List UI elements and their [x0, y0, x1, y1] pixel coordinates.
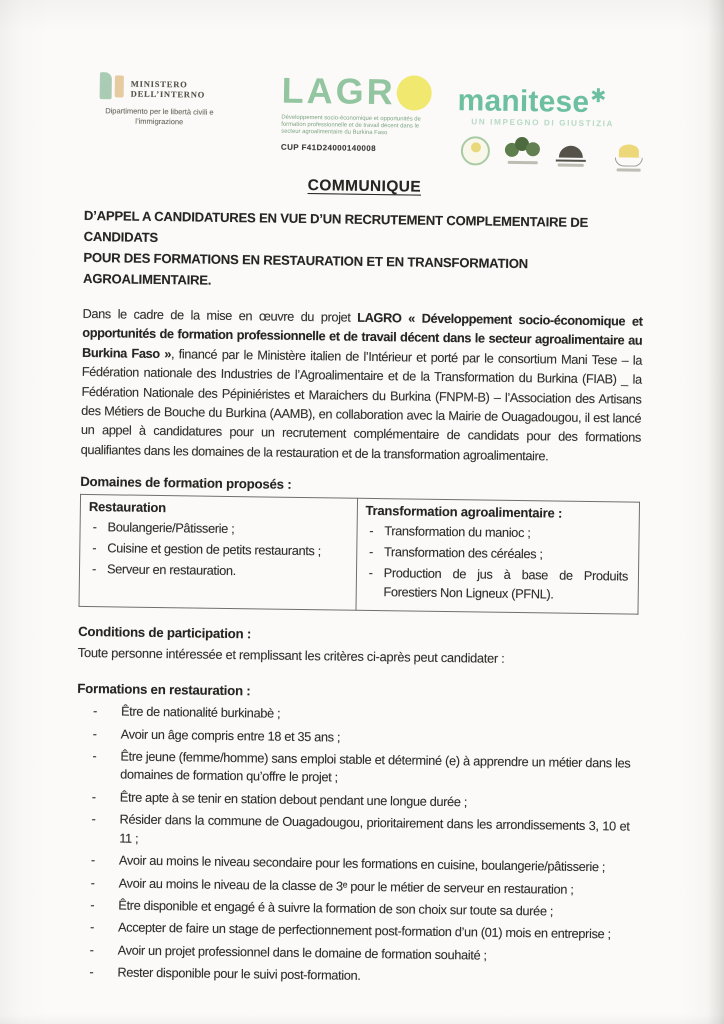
dash-bullet: - [369, 523, 374, 539]
criteria-item-text: Être jeune (femme/homme) sans emploi stable et déterminé (e) à apprendre un métier dans les domaines de formation qu’offre le projet ; [120, 748, 631, 785]
list-item [88, 538, 348, 561]
ministero-interno-logo [99, 72, 232, 127]
criteria-item-text: Résider dans la commune de Ouagadougou, prioritairement dans les arrondissements 3, 10 et 11 ; [119, 811, 630, 846]
conditions-intro: Toute personne intéressée et remplissant les critères ci-après peut candidater : [77, 645, 505, 667]
criteria-item [88, 918, 634, 944]
restauration-column-header: Restauration [88, 499, 167, 516]
dash-bullet: - [89, 919, 95, 935]
header-logos [85, 52, 647, 172]
conditions-heading: Conditions de participation : [78, 624, 252, 642]
document-title: COMMUNIQUE [307, 177, 422, 196]
criteria-item [89, 810, 635, 854]
transformation-column-header: Transformation agroalimentaire : [365, 503, 563, 521]
dash-bullet: - [92, 540, 97, 556]
dash-bullet: - [92, 725, 97, 741]
ministero-name: MINISTERO DELL’INTERNO [130, 78, 206, 100]
intro-paragraph: Dans le cadre de la mise en œuvre du projet LAGRO « Développement socio-économique et opportunités de formation professionnelle et de travail décent dans le secteur agroalimentaire au Burkina Faso », financé par le Ministère italien de l’Intérieur et porté par le consortium Mani Tese – la Fédération nationale des Industries de l’Agroalimentaire et de la Transformation du Burkina (FIAB) _ la Fédération Nationale des Pépiniéristes et Maraichers du Burkina (FNPM-B) – l’Association des Artisans des Métiers de Bouche du Burkina (AAMB), en collaboration avec la Mairie de Ouagadougou, il est lancé un appel à candidatures pour un recrutement complémentaire de candidats pour des formations qualifiantes dans les domaines de la restauration et de la transformation agroalimentaire. [80, 305, 643, 464]
domains-table [78, 494, 640, 615]
dash-bullet: - [90, 896, 95, 913]
ministero-department: Dipartimento per le libertà civili e l’immigrazione [105, 106, 214, 126]
list-item [365, 521, 631, 544]
lagro-o-circle-icon [396, 75, 431, 110]
dash-bullet: - [89, 941, 94, 957]
scan-edge-shadow-bottom [0, 1014, 724, 1024]
criteria-item [89, 874, 635, 900]
criteria-item [91, 702, 637, 728]
restauration-heading: Formations en restauration : [77, 681, 251, 699]
dash-bullet: - [90, 874, 95, 890]
lagro-cup-code: CUP F41D24000140008 [280, 142, 377, 153]
criteria-item [88, 941, 634, 967]
dash-bullet: - [92, 703, 98, 719]
dash-bullet: - [90, 852, 96, 868]
criteria-item-text: Avoir au moins le niveau secondaire pour les formations en cuisine, boulangerie/pâtisserie ; [118, 852, 606, 875]
dash-bullet: - [89, 964, 94, 980]
criteria-item-text: Avoir au moins le niveau de la classe de 3ᵉ pour le métier de serveur en restauration ; [118, 874, 574, 897]
criteria-item [89, 851, 635, 877]
scan-edge-shadow-right [708, 0, 724, 1024]
transformation-items [364, 521, 630, 605]
ministero-emblem-icon [100, 72, 124, 99]
lagro-logo [280, 69, 452, 154]
list-item [88, 559, 348, 582]
dash-bullet: - [91, 788, 96, 805]
criteria-item-text: Être disponible et engagé é à suivre la formation de son choix sur toute sa durée ; [118, 897, 554, 919]
lagro-description: Développement socio-économique et opportunités de formation professionnelle et de travail décent dans le secteur agroalimentaire du Burkina Faso [281, 114, 421, 137]
dash-bullet: - [91, 811, 96, 827]
manitese-wordmark: manitese [457, 84, 590, 119]
list-item-text: Transformation du manioc ; [384, 523, 531, 541]
criteria-item [91, 725, 637, 751]
partner-sun-emblem-icon [615, 138, 643, 171]
list-item-text: Cuisine et gestion de petits restaurants ; [107, 540, 322, 559]
criteria-item [90, 747, 636, 791]
list-item [364, 563, 630, 605]
criteria-list [73, 702, 637, 989]
list-item-text: Transformation des céréales ; [383, 544, 543, 562]
criteria-item [87, 963, 633, 989]
criteria-item-text: Rester disponible pour le suivi post-formation. [117, 964, 361, 983]
criteria-item [88, 896, 634, 922]
criteria-item [90, 788, 636, 814]
partner-logos-row [461, 136, 647, 172]
list-item-text: Production de jus à base de Produits Forestiers Non Ligneux (PFNL). [383, 565, 629, 602]
partner-dome-emblem-icon [556, 138, 586, 167]
partner-crest-emblem-icon [461, 136, 490, 165]
list-item-text: Boulangerie/Pâtisserie ; [107, 519, 235, 537]
criteria-item-text: Accepter de faire un stage de perfectionnement post-formation d’un (01) mois en entreprise ; [117, 919, 611, 942]
dash-bullet: - [92, 748, 97, 764]
domains-heading: Domaines de formation proposés : [80, 474, 292, 493]
subtitle-line-1: D’APPEL A CANDIDATURES EN VUE D’UN RECRUTEMENT COMPLEMENTAIRE DE CANDIDATS [83, 207, 589, 245]
dash-bullet: - [368, 544, 374, 560]
dash-bullet: - [92, 519, 97, 535]
manitese-star-icon: ✱ [590, 85, 607, 108]
domains-cell-restauration [79, 495, 357, 611]
dash-bullet: - [91, 561, 97, 577]
list-item [365, 542, 631, 565]
lagro-wordmark: LAGR [281, 69, 397, 113]
criteria-item-text: Avoir un projet professionnel dans le domaine de formation souhaité ; [117, 942, 487, 963]
restauration-items [88, 517, 349, 582]
criteria-item-text: Avoir un âge compris entre 18 et 35 ans ; [120, 726, 341, 745]
document-subtitle [83, 205, 644, 297]
domains-cell-transformation [356, 499, 640, 615]
manitese-logo [457, 81, 648, 172]
subtitle-line-2: POUR DES FORMATIONS EN RESTAURATION ET EN TRANSFORMATION AGROALIMENTAIRE. [82, 249, 529, 288]
criteria-item-text: Être apte à se tenir en station debout pendant une longue durée ; [119, 789, 468, 810]
manitese-tagline: UN IMPEGNO DI GIUSTIZIA [471, 117, 615, 129]
partner-trees-emblem-icon [505, 137, 541, 165]
list-item-text: Serveur en restauration. [106, 561, 237, 579]
list-item [88, 517, 348, 540]
criteria-item-text: Être de nationalité burkinabè ; [120, 703, 281, 721]
dash-bullet: - [368, 565, 373, 581]
